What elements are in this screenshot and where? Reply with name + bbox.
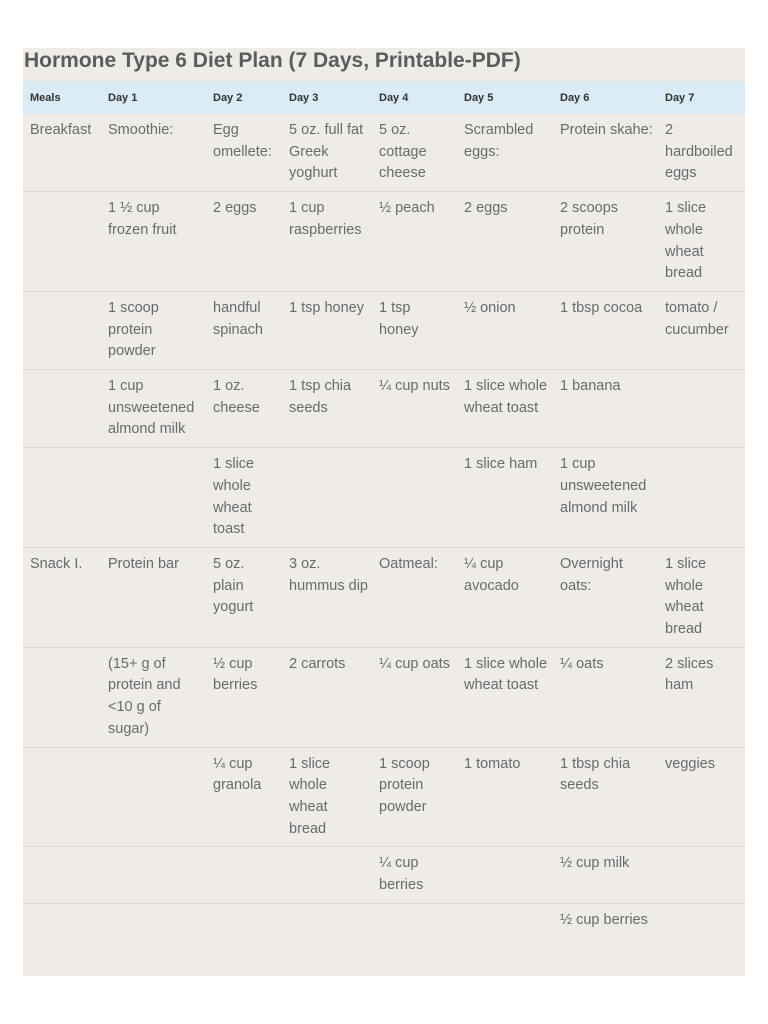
meal-cell: [23, 370, 101, 448]
table-cell: [206, 903, 282, 937]
table-cell: 1 slice whole wheat bread: [282, 747, 372, 847]
table-row: [23, 747, 745, 847]
table-cell: ¼ cup oats: [372, 647, 457, 747]
meal-cell: [23, 291, 101, 369]
table-cell: 1 tomato: [457, 747, 553, 847]
table-cell: ½ cup milk: [553, 847, 658, 903]
table-cell: 1 cup unsweetened almond milk: [553, 448, 658, 548]
header-day-7: Day 7: [665, 91, 695, 104]
header-meals: Meals: [30, 91, 61, 104]
table-cell: [457, 847, 553, 903]
meal-cell: [23, 747, 101, 847]
table-cell: 5 oz. plain yogurt: [206, 547, 282, 647]
table-cell: Egg omellete:: [213, 122, 272, 160]
table-cell: [372, 448, 457, 548]
table-cell: 1 ½ cup frozen fruit: [101, 192, 206, 292]
table-cell: veggies: [658, 747, 745, 847]
header-row: [23, 81, 745, 114]
table-cell: 2 slices ham: [658, 647, 745, 747]
table-cell: Scrambled eggs:: [464, 122, 534, 160]
table-cell: [206, 847, 282, 903]
table-cell: 1 tbsp cocoa: [553, 291, 658, 369]
table-cell: 1 scoop protein powder: [372, 747, 457, 847]
table-cell: tomato / cucumber: [658, 291, 745, 369]
table-row: [23, 547, 745, 647]
table-cell: [372, 903, 457, 937]
diet-plan-panel: [23, 48, 745, 976]
meal-cell: [23, 448, 101, 548]
table-cell: [658, 448, 745, 548]
table-cell: 2 hardboiled eggs: [665, 122, 733, 182]
table-cell: [282, 847, 372, 903]
table-cell: [658, 903, 745, 937]
table-cell: Oatmeal:: [372, 547, 457, 647]
table-cell: 1 oz. cheese: [206, 370, 282, 448]
table-cell: 3 oz. hummus dip: [282, 547, 372, 647]
meal-cell: [23, 647, 101, 747]
header-day-6: Day 6: [560, 91, 590, 104]
table-cell: 2 scoops protein: [553, 192, 658, 292]
table-cell: Protein bar: [101, 547, 206, 647]
table-cell: 1 slice whole wheat toast: [206, 448, 282, 548]
table-cell: 1 scoop protein powder: [101, 291, 206, 369]
meal-cell: [23, 903, 101, 937]
table-cell: (15+ g of protein and <10 g of sugar): [101, 647, 206, 747]
table-cell: 1 slice whole wheat bread: [658, 192, 745, 292]
table-cell: ½ cup berries: [206, 647, 282, 747]
table-row: [23, 847, 745, 903]
table-cell: 2 eggs: [206, 192, 282, 292]
table-cell: 1 slice whole wheat bread: [658, 547, 745, 647]
table-cell: ½ peach: [372, 192, 457, 292]
table-cell: 1 tbsp chia seeds: [553, 747, 658, 847]
table-row: [23, 448, 745, 548]
table-cell: [658, 847, 745, 903]
meal-cell: [23, 847, 101, 903]
table-cell: ¼ cup nuts: [372, 370, 457, 448]
header-day-4: Day 4: [379, 91, 409, 104]
table-body: [23, 114, 745, 938]
header-day-2: Day 2: [213, 91, 243, 104]
table-row: [23, 370, 745, 448]
table-row: [23, 291, 745, 369]
meal-cell: Breakfast: [30, 122, 92, 138]
table-cell: 5 oz. cottage cheese: [379, 122, 427, 182]
table-cell: 1 slice ham: [457, 448, 553, 548]
meal-cell: [23, 192, 101, 292]
table-cell: [101, 903, 206, 937]
table-cell: handful spinach: [206, 291, 282, 369]
table-cell: [101, 448, 206, 548]
page-title: Hormone Type 6 Diet Plan (7 Days, Printable-PDF): [24, 49, 521, 72]
table-cell: ¼ cup berries: [372, 847, 457, 903]
table-row: [23, 192, 745, 292]
table-cell: 1 slice whole wheat toast: [457, 647, 553, 747]
table-row: [23, 114, 745, 192]
table-header: [23, 81, 745, 114]
table-cell: Smoothie:: [108, 122, 174, 138]
table-cell: 1 cup raspberries: [282, 192, 372, 292]
table-cell: ¼ cup granola: [206, 747, 282, 847]
table-cell: 1 banana: [553, 370, 658, 448]
table-row: [23, 903, 745, 937]
table-cell: 1 cup unsweetened almond milk: [101, 370, 206, 448]
table-cell: 1 tsp chia seeds: [282, 370, 372, 448]
table-cell: 2 eggs: [457, 192, 553, 292]
table-row: [23, 647, 745, 747]
table-cell: [282, 903, 372, 937]
table-cell: [101, 747, 206, 847]
table-cell: 5 oz. full fat Greek yoghurt: [289, 122, 364, 182]
table-cell: Overnight oats:: [553, 547, 658, 647]
table-cell: [101, 847, 206, 903]
table-cell: ½ onion: [457, 291, 553, 369]
table-cell: Protein skahe:: [560, 122, 653, 138]
table-cell: 1 tsp honey: [282, 291, 372, 369]
header-day-1: Day 1: [108, 91, 138, 104]
header-day-5: Day 5: [464, 91, 494, 104]
table-cell: [658, 370, 745, 448]
table-cell: ½ cup berries: [553, 903, 658, 937]
diet-plan-table: [23, 81, 745, 938]
header-day-3: Day 3: [289, 91, 319, 104]
table-cell: ¼ oats: [553, 647, 658, 747]
table-cell: 2 carrots: [282, 647, 372, 747]
meal-cell: Snack I.: [23, 547, 101, 647]
table-cell: [282, 448, 372, 548]
table-cell: [457, 903, 553, 937]
table-cell: ¼ cup avocado: [457, 547, 553, 647]
table-cell: 1 tsp honey: [372, 291, 457, 369]
table-cell: 1 slice whole wheat toast: [457, 370, 553, 448]
